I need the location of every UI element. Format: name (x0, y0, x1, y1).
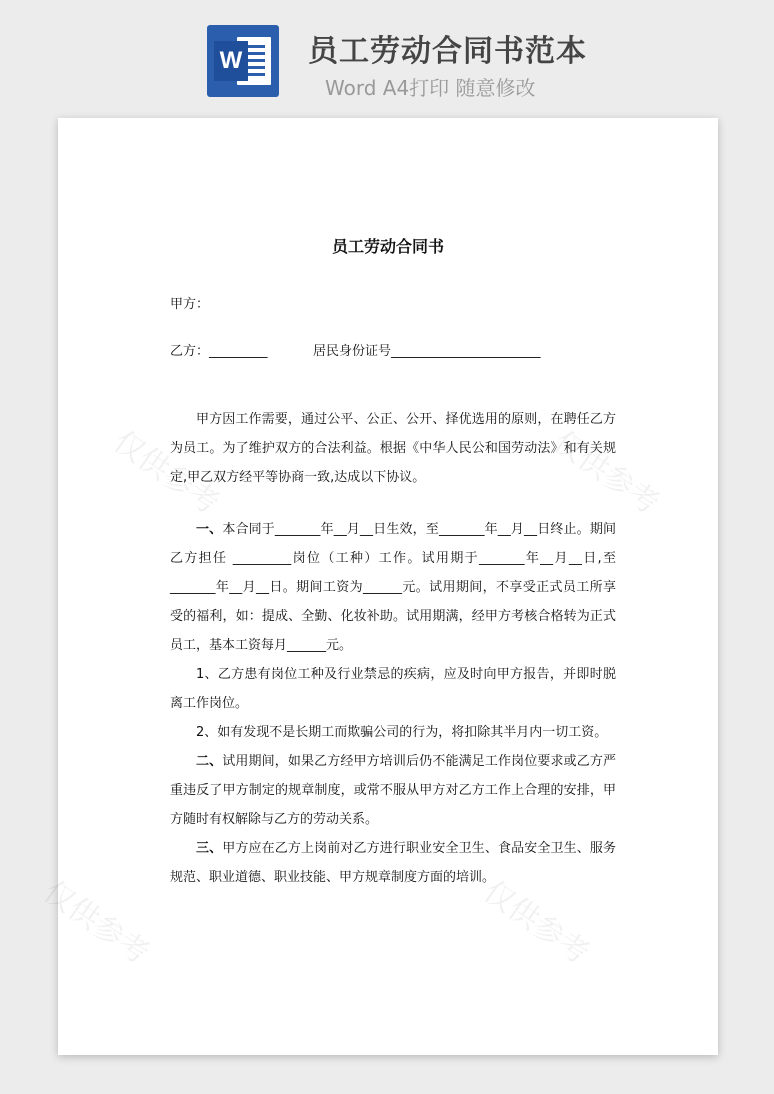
document-title: 员工劳动合同书 (331, 237, 444, 256)
clause-3-number: 三、 (196, 841, 223, 856)
header-title: 员工劳动合同书范本 (308, 34, 587, 69)
clause-3-text: 甲方应在乙方上岗前对乙方进行职业安全卫生、食品安全卫生、服务规范、职业道德、职业技能、甲方规章制度方面的培训。 (170, 841, 616, 885)
clause-1 (170, 515, 616, 660)
clause-1-item-1: 1、乙方患有岗位工种及行业禁忌的疾病，应及时向甲方报告，并即时脱离工作岗位。 (170, 667, 616, 711)
clause-1-item-2: 2、如有发现不是长期工而欺骗公司的行为，将扣除其半月内一切工资。 (196, 725, 608, 740)
watermark: 仅供参考 (476, 874, 596, 972)
clause-1-text: 本合同于_______年__月__日生效，至_______年__月__日终止。期间 乙方担任 _________岗位（工种）工作。试用期于_______年__月__日,至_______年__月__日。期间工资为______元。试用期间，不享受正式员工所享受的福利，如：提成、全勤、化妆补助。试用期满，经甲方考核合格转为正式员工，基本工资每月______元。 (170, 522, 616, 653)
header (0, 0, 774, 110)
id-number-line: 居民身份证号_______________________ (313, 344, 541, 359)
word-letter: W (214, 41, 248, 81)
watermark: 仅供参考 (36, 874, 156, 972)
clause-2-number: 二、 (196, 754, 223, 769)
header-subtitle: Word A4打印 随意修改 (325, 76, 536, 100)
clause-2-text: 试用期间，如果乙方经甲方培训后仍不能满足工作岗位要求或乙方严重违反了甲方制定的规章制度，或常不服从甲方对乙方工作上合理的安排，甲方随时有权解除与乙方的劳动关系。 (170, 754, 616, 827)
watermark: 仅供参考 (106, 424, 226, 522)
contract-clauses (170, 515, 616, 892)
party-a-line: 甲方： (170, 297, 210, 312)
watermark: 仅供参考 (546, 424, 666, 522)
clause-1-number: 一、 (196, 522, 223, 537)
clause-2 (170, 747, 616, 834)
document-page (36, 118, 718, 1055)
word-app-icon (207, 25, 279, 97)
party-b-line: 乙方：_________ (170, 344, 268, 359)
intro-text: 甲方因工作需要，通过公平、公正、公开、择优选用的原则，在聘任乙方为员工。为了维护双方的合法利益。根据《中华人民公和国劳动法》和有关规定,甲乙双方经平等协商一致,达成以下协议。 (170, 412, 616, 485)
clause-3 (170, 834, 616, 892)
intro-paragraph (170, 405, 616, 492)
